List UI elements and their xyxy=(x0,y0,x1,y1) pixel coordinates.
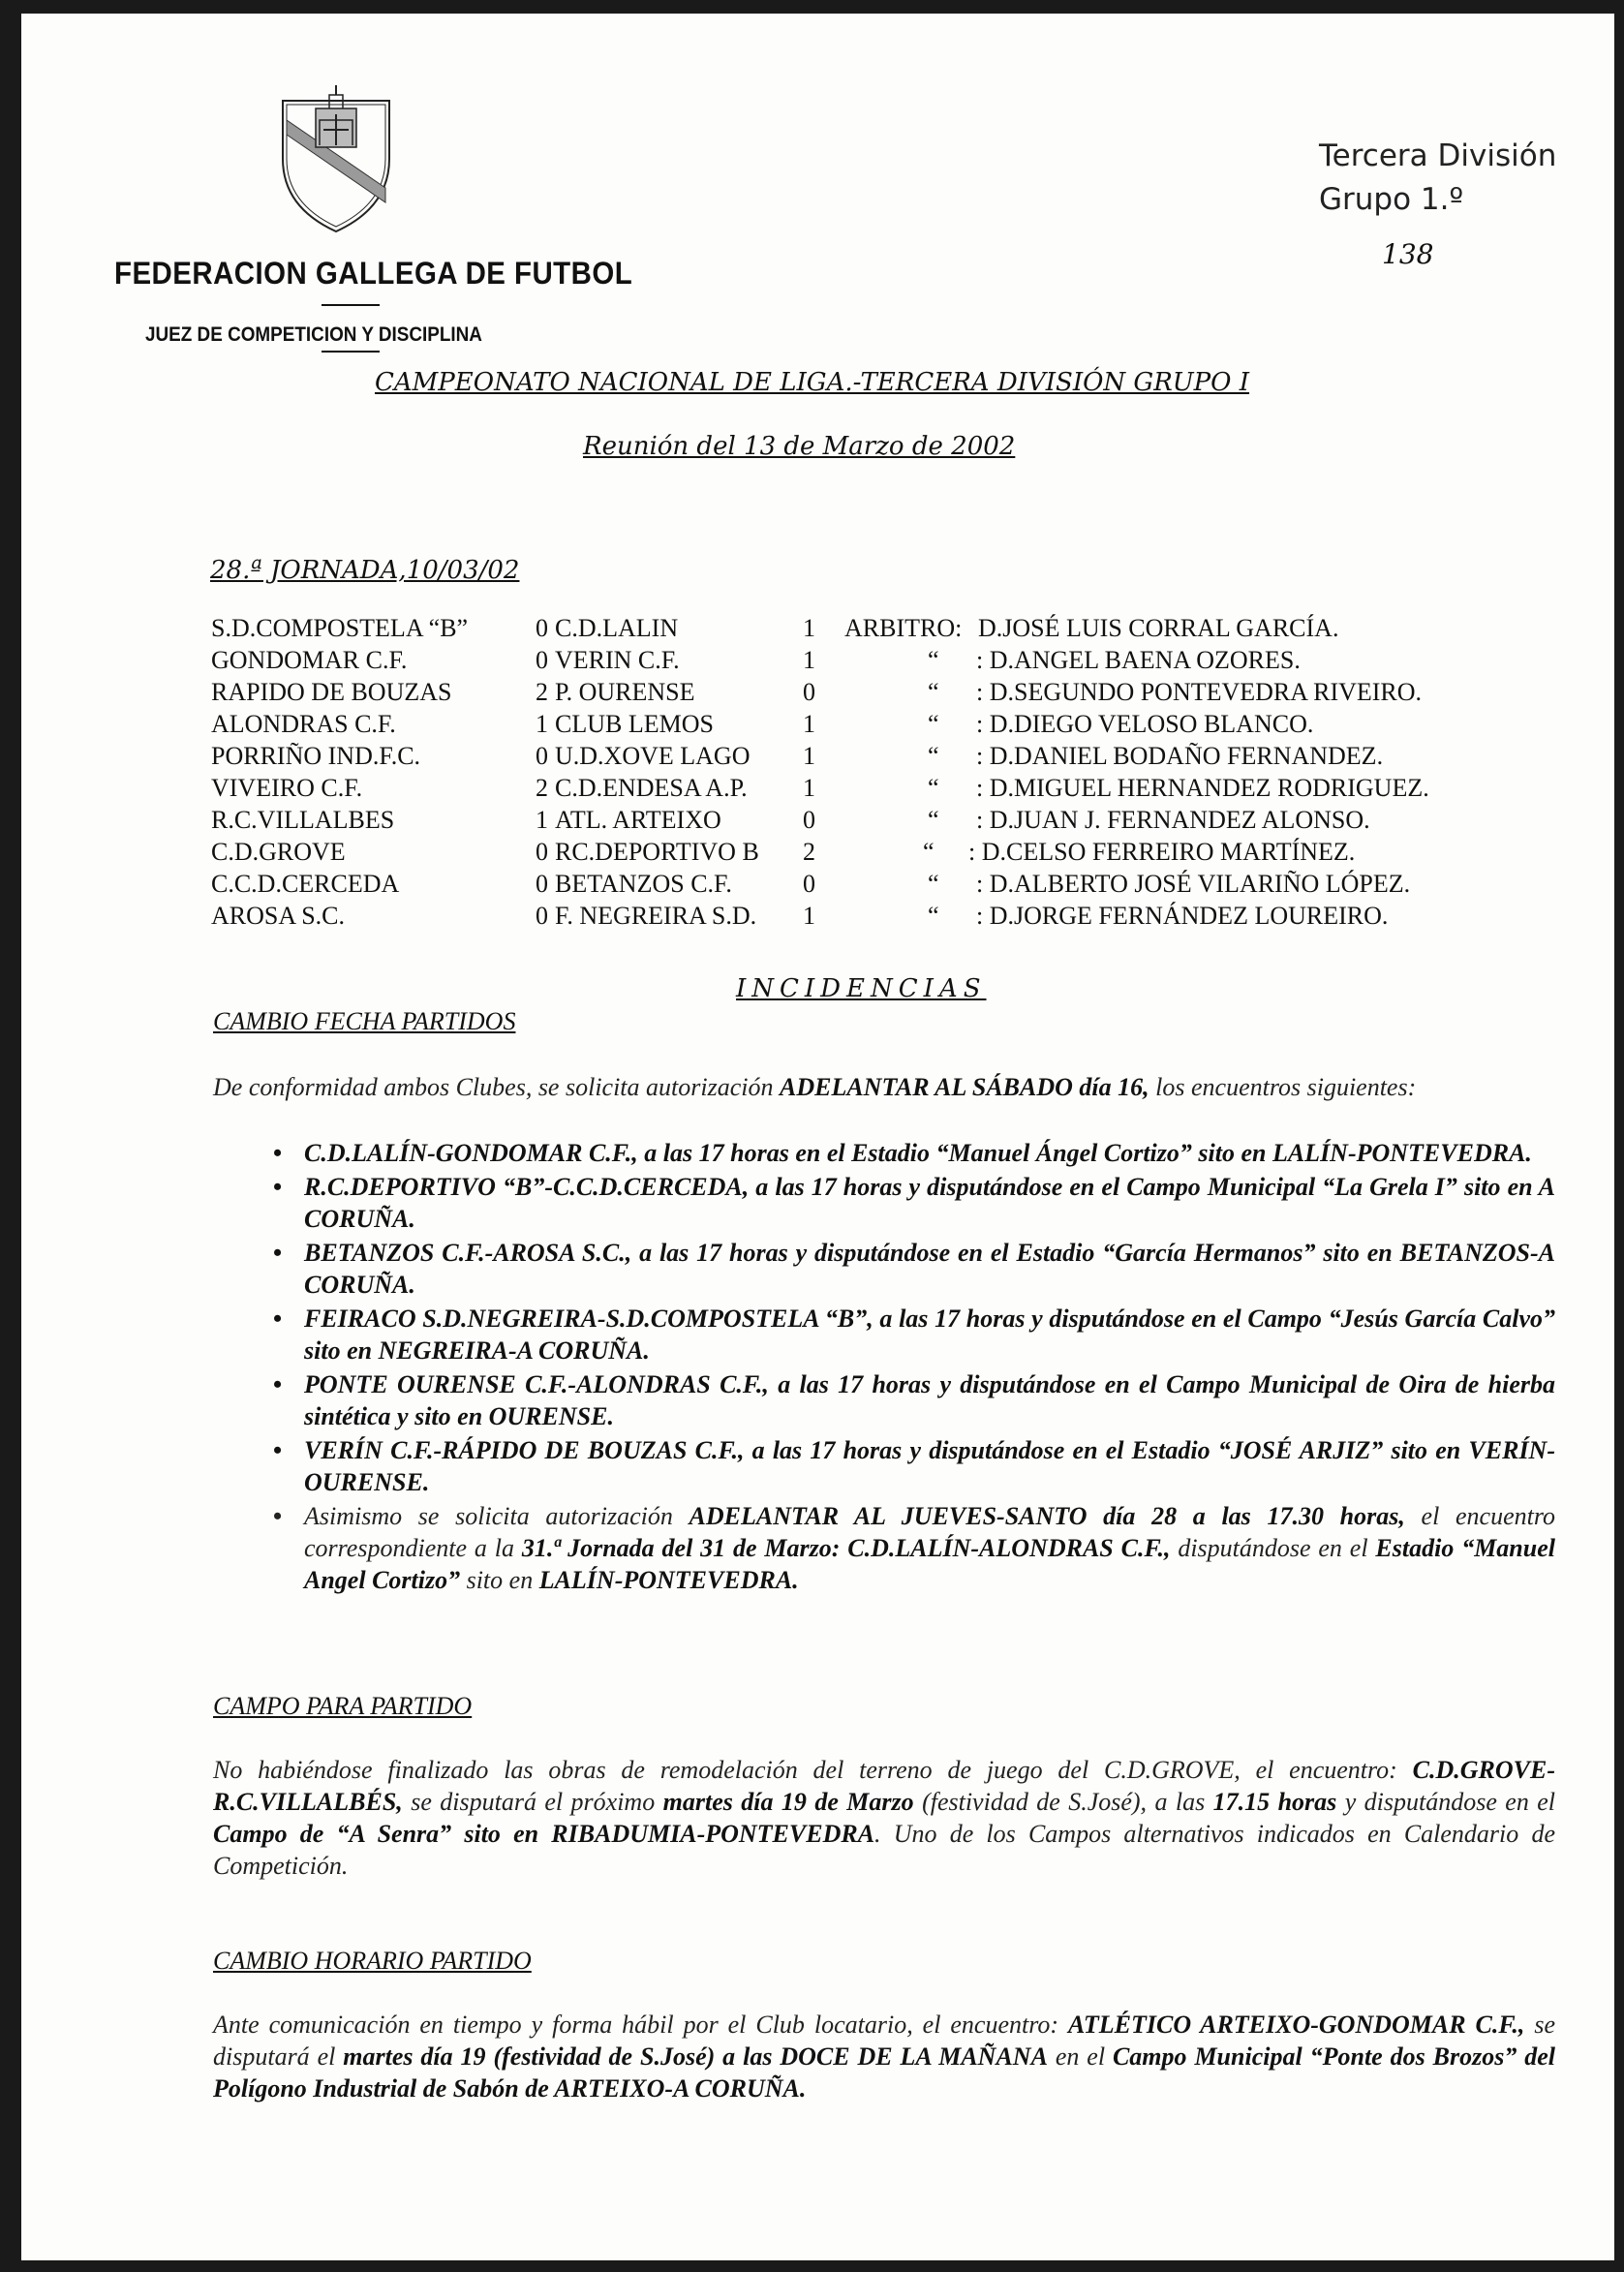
home-score: 0 xyxy=(536,838,548,866)
section2-paragraph xyxy=(213,1754,1555,1882)
referee-name: : D.ALBERTO JOSÉ VILARIÑO LÓPEZ. xyxy=(976,870,1411,898)
home-score: 2 xyxy=(536,678,548,706)
emphasis: ADELANTAR AL JUEVES-SANTO día 28 a las 17.30 horas, xyxy=(689,1502,1405,1530)
text: sito en xyxy=(460,1566,539,1594)
away-team: BETANZOS C.F. xyxy=(555,870,732,898)
meeting-date: Reunión del 13 de Marzo de 2002 xyxy=(583,432,1016,461)
referee-name: : D.ANGEL BAENA OZORES. xyxy=(976,646,1301,674)
header-rule-top xyxy=(322,304,380,306)
referee-label: “ xyxy=(928,870,939,898)
away-score: 2 xyxy=(803,838,815,866)
away-team: P. OURENSE xyxy=(555,678,695,706)
text: se disputará el próximo xyxy=(402,1788,663,1816)
committee-name: JUEZ DE COMPETICION Y DISCIPLINA xyxy=(145,323,482,346)
emphasis: C.D.GROVE-R.C.VILLALBÉS, xyxy=(213,1756,1555,1816)
home-team: R.C.VILLALBES xyxy=(211,806,395,834)
referee-label: ARBITRO: xyxy=(844,614,963,642)
home-score: 0 xyxy=(536,614,548,642)
text: en el xyxy=(1047,2042,1113,2071)
away-score: 1 xyxy=(803,646,815,674)
away-score: 1 xyxy=(803,614,815,642)
away-team: RC.DEPORTIVO B xyxy=(555,838,759,866)
division-label xyxy=(1319,135,1556,222)
referee-label: “ xyxy=(928,710,939,738)
away-score: 1 xyxy=(803,742,815,770)
away-team: U.D.XOVE LAGO xyxy=(555,742,751,770)
referee-name: : D.DIEGO VELOSO BLANCO. xyxy=(976,710,1314,738)
header-rule-bottom xyxy=(322,351,380,353)
section-heading-horario: CAMBIO HORARIO PARTIDO xyxy=(213,1947,532,1975)
away-score: 0 xyxy=(803,870,815,898)
federation-crest-icon xyxy=(273,81,399,236)
home-team: S.D.COMPOSTELA “B” xyxy=(211,614,469,642)
home-team: RAPIDO DE BOUZAS xyxy=(211,678,452,706)
emphasis: martes día 19 de Marzo xyxy=(662,1788,914,1816)
home-team: VIVEIRO C.F. xyxy=(211,774,363,802)
section3-paragraph xyxy=(213,2009,1555,2104)
away-team: C.D.ENDESA A.P. xyxy=(555,774,748,802)
intro-emphasis: ADELANTAR AL SÁBADO día 16, xyxy=(779,1073,1149,1101)
home-score: 2 xyxy=(536,774,548,802)
home-team: ALONDRAS C.F. xyxy=(211,710,396,738)
referee-label: “ xyxy=(928,678,939,706)
incidencias-heading: INCIDENCIAS xyxy=(736,974,987,1003)
home-team: C.C.D.CERCEDA xyxy=(211,870,400,898)
text: Asimismo se solicita autorización xyxy=(304,1502,689,1530)
away-team: CLUB LEMOS xyxy=(555,710,714,738)
home-score: 0 xyxy=(536,742,548,770)
home-score: 0 xyxy=(536,646,548,674)
emphasis: Campo Municipal “Ponte dos Brozos” del Polígono Industrial de Sabón de ARTEIXO-A CORUÑA. xyxy=(213,2042,1556,2103)
text: Ante comunicación en tiempo y forma hábil por el Club locatario, el encuentro: xyxy=(213,2011,1068,2039)
emphasis: LALÍN-PONTEVEDRA. xyxy=(538,1566,799,1594)
away-score: 1 xyxy=(803,710,815,738)
page-number: 138 xyxy=(1382,238,1434,270)
federation-name: FEDERACION GALLEGA DE FUTBOL xyxy=(114,256,633,291)
text: . Uno de los Campos alternativos indicados en Calendario de Competición. xyxy=(213,1820,1556,1880)
emphasis: 31.ª Jornada del 31 de Marzo: C.D.LALÍN-ALONDRAS C.F., xyxy=(521,1534,1171,1562)
document-title: CAMPEONATO NACIONAL DE LIGA.-TERCERA DIVISIÓN GRUPO I xyxy=(375,368,1250,397)
emphasis: 17.15 horas xyxy=(1212,1788,1337,1816)
home-score: 1 xyxy=(536,710,548,738)
referee-name: : D.MIGUEL HERNANDEZ RODRIGUEZ. xyxy=(976,774,1429,802)
match-change-list xyxy=(213,1137,1555,1598)
division-line-1: Tercera División xyxy=(1319,138,1557,173)
referee-name: : D.DANIEL BODAÑO FERNANDEZ. xyxy=(976,742,1384,770)
referee-name: : D.SEGUNDO PONTEVEDRA RIVEIRO. xyxy=(976,678,1423,706)
home-team: PORRIÑO IND.F.C. xyxy=(211,742,421,770)
emphasis: Estadio “Manuel Angel Cortizo” xyxy=(304,1534,1555,1594)
document-page xyxy=(21,14,1614,2260)
text: (festividad de S.José), a las xyxy=(913,1788,1213,1816)
emphasis: martes día 19 (festividad de S.José) a las DOCE DE LA MAÑANA xyxy=(343,2042,1048,2071)
referee-name: D.JOSÉ LUIS CORRAL GARCÍA. xyxy=(978,614,1339,642)
away-team: VERIN C.F. xyxy=(555,646,680,674)
referee-label: “ xyxy=(928,742,939,770)
text: disputándose en el xyxy=(1170,1534,1376,1562)
away-score: 0 xyxy=(803,806,815,834)
referee-label: “ xyxy=(923,838,935,866)
home-score: 1 xyxy=(536,806,548,834)
home-team: AROSA S.C. xyxy=(211,902,345,930)
referee-name: : D.JORGE FERNÁNDEZ LOUREIRO. xyxy=(976,902,1389,930)
referee-name: : D.CELSO FERREIRO MARTÍNEZ. xyxy=(968,838,1356,866)
intro-text: los encuentros siguientes: xyxy=(1149,1073,1417,1101)
referee-label: “ xyxy=(928,774,939,802)
list-item xyxy=(213,1500,1555,1596)
list-item: • VERÍN C.F.-RÁPIDO DE BOUZAS C.F., a las 17 horas y disputándose en el Estadio “JOSÉ ARJIZ” sito en VERÍN-OURENSE. xyxy=(213,1434,1555,1498)
referee-name: : D.JUAN J. FERNANDEZ ALONSO. xyxy=(976,806,1370,834)
division-line-2: Grupo 1.º xyxy=(1319,182,1464,217)
list-item: • C.D.LALÍN-GONDOMAR C.F., a las 17 horas en el Estadio “Manuel Ángel Cortizo” sito en LALÍN-PONTEVEDRA. xyxy=(213,1137,1555,1169)
referee-label: “ xyxy=(928,806,939,834)
emphasis: ATLÉTICO ARTEIXO-GONDOMAR C.F., xyxy=(1067,2011,1525,2039)
list-item: • BETANZOS C.F.-AROSA S.C., a las 17 horas y disputándose en el Estadio “García Hermanos” sito en BETANZOS-A CORUÑA. xyxy=(213,1237,1555,1301)
away-team: ATL. ARTEIXO xyxy=(555,806,721,834)
list-item: • R.C.DEPORTIVO “B”-C.C.D.CERCEDA, a las 17 horas y disputándose en el Campo Municipal “La Grela I” sito en A CORUÑA. xyxy=(213,1171,1555,1235)
text: se disputará el xyxy=(213,2011,1555,2071)
intro-text: De conformidad ambos Clubes, se solicita autorización xyxy=(213,1073,780,1101)
referee-label: “ xyxy=(928,902,939,930)
section-heading-cambio-fecha: CAMBIO FECHA PARTIDOS xyxy=(213,1007,516,1035)
home-team: GONDOMAR C.F. xyxy=(211,646,408,674)
away-score: 1 xyxy=(803,774,815,802)
emphasis: Campo de “A Senra” sito en RIBADUMIA-PONTEVEDRA xyxy=(213,1820,875,1848)
list-item: • PONTE OURENSE C.F.-ALONDRAS C.F., a las 17 horas y disputándose en el Campo Municipal de Oira de hierba sintética y sito en OURENSE. xyxy=(213,1368,1555,1432)
text: el encuentro correspondiente a la xyxy=(304,1502,1555,1562)
away-score: 1 xyxy=(803,902,815,930)
away-team: C.D.LALIN xyxy=(555,614,679,642)
list-item: • FEIRACO S.D.NEGREIRA-S.D.COMPOSTELA “B”, a las 17 horas y disputándose en el Campo “Jesús García Calvo” sito en NEGREIRA-A CORUÑA. xyxy=(213,1303,1555,1366)
text: No habiéndose finalizado las obras de remodelación del terreno de juego del C.D.GROVE, el encuentro: xyxy=(213,1756,1413,1784)
referee-label: “ xyxy=(928,646,939,674)
home-team: C.D.GROVE xyxy=(211,838,346,866)
text: y disputándose en el xyxy=(1336,1788,1556,1816)
jornada-heading: 28.ª JORNADA,10/03/02 xyxy=(210,556,520,585)
home-score: 0 xyxy=(536,870,548,898)
section1-intro xyxy=(213,1071,1555,1103)
section-heading-campo: CAMPO PARA PARTIDO xyxy=(213,1692,473,1720)
home-score: 0 xyxy=(536,902,548,930)
away-score: 0 xyxy=(803,678,815,706)
away-team: F. NEGREIRA S.D. xyxy=(555,902,757,930)
